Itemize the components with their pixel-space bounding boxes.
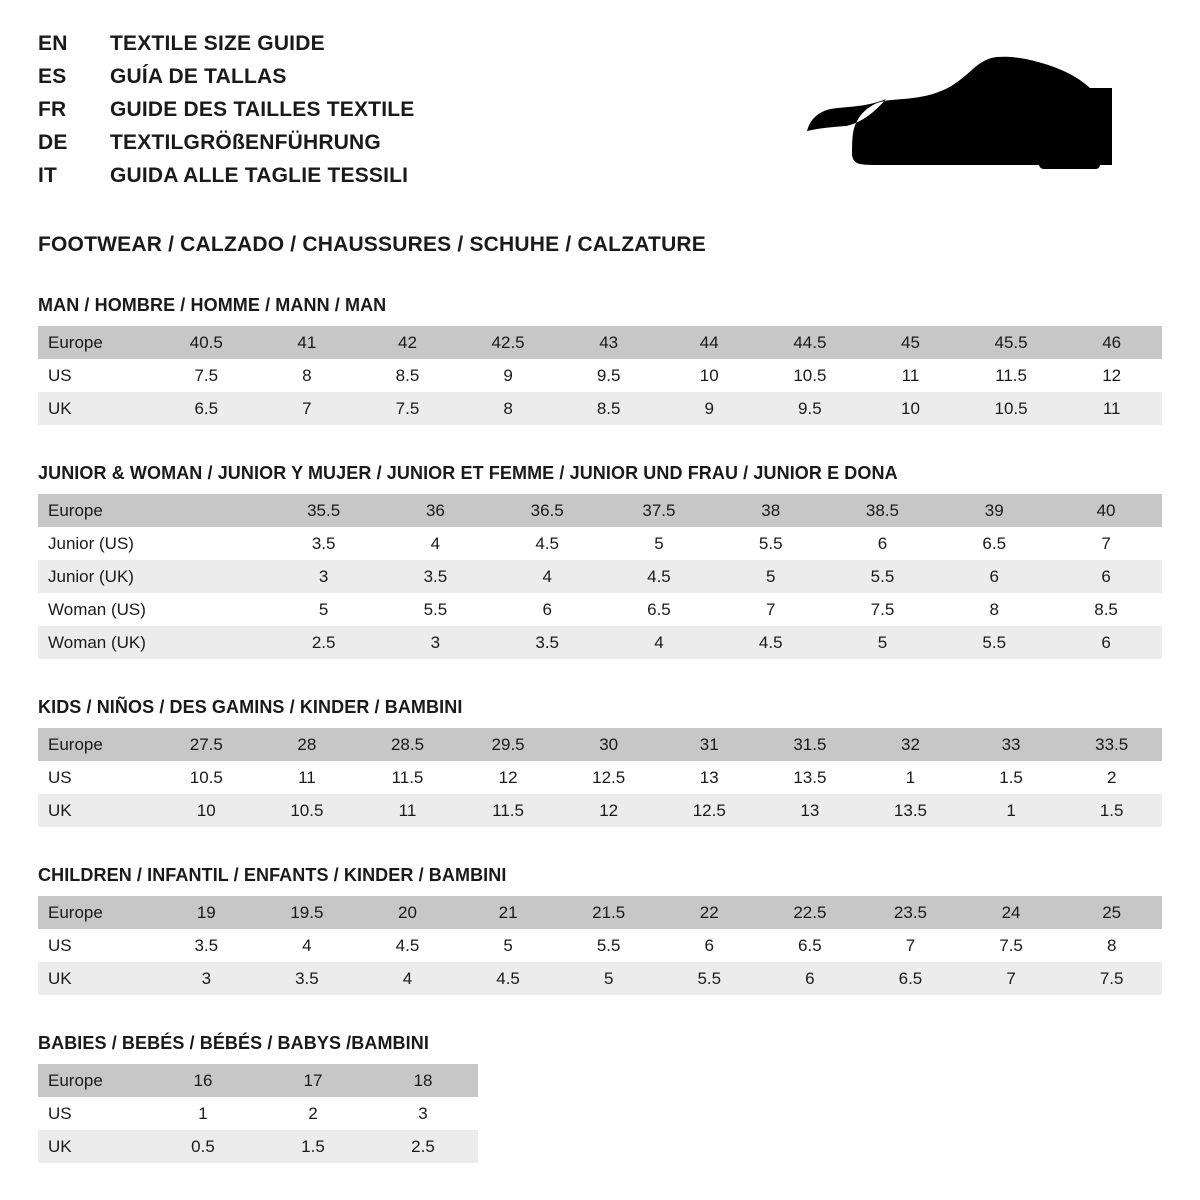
size-cell: 4.5 <box>715 626 827 659</box>
size-cell: 9 <box>659 392 760 425</box>
size-cell: 6 <box>760 962 861 995</box>
size-cell: 4.5 <box>357 929 458 962</box>
language-title: TEXTILE SIZE GUIDE <box>110 32 325 55</box>
size-cell: 3.5 <box>257 962 358 995</box>
language-row <box>38 65 414 98</box>
size-cell: 4 <box>257 929 358 962</box>
size-cell: 41 <box>257 326 358 359</box>
size-cell: 37.5 <box>603 494 715 527</box>
size-cell: 46 <box>1061 326 1162 359</box>
size-section <box>38 463 1162 659</box>
language-code: DE <box>38 131 68 154</box>
language-row <box>38 32 414 65</box>
size-cell <box>156 593 268 626</box>
language-code: EN <box>38 32 68 55</box>
size-cell: 22.5 <box>760 896 861 929</box>
size-cell: 8 <box>257 359 358 392</box>
row-label: Europe <box>38 896 156 929</box>
size-cell: 6 <box>827 527 939 560</box>
language-code: ES <box>38 65 67 88</box>
size-cell: 5 <box>827 626 939 659</box>
size-cell: 13.5 <box>760 761 861 794</box>
row-label: UK <box>38 962 156 995</box>
size-cell: 4.5 <box>603 560 715 593</box>
row-label: Junior (US) <box>38 527 156 560</box>
size-cell: 6 <box>1050 626 1162 659</box>
page-header <box>38 32 1162 197</box>
size-cell: 5 <box>715 560 827 593</box>
category-title: FOOTWEAR / CALZADO / CHAUSSURES / SCHUHE / CALZATURE <box>38 233 707 256</box>
size-cell: 21 <box>458 896 559 929</box>
table-row <box>38 929 1162 962</box>
size-cell: 11 <box>357 794 458 827</box>
size-cell: 2 <box>1061 761 1162 794</box>
size-cell: 31 <box>659 728 760 761</box>
table-row <box>38 392 1162 425</box>
size-cell: 5.5 <box>938 626 1050 659</box>
size-cell: 1 <box>961 794 1062 827</box>
size-cell: 35.5 <box>268 494 380 527</box>
size-cell: 6.5 <box>760 929 861 962</box>
size-cell: 6.5 <box>860 962 961 995</box>
size-cell: 4.5 <box>491 527 603 560</box>
table-row <box>38 593 1162 626</box>
size-cell: 10.5 <box>760 359 861 392</box>
size-cell <box>156 494 268 527</box>
size-cell: 30 <box>558 728 659 761</box>
size-cell: 21.5 <box>558 896 659 929</box>
size-cell: 43 <box>558 326 659 359</box>
row-label: Europe <box>38 326 156 359</box>
size-cell: 1.5 <box>961 761 1062 794</box>
size-cell <box>156 527 268 560</box>
section-title: JUNIOR & WOMAN / JUNIOR Y MUJER / JUNIOR ET FEMME / JUNIOR UND FRAU / JUNIOR E DONA <box>38 463 898 483</box>
size-cell: 11.5 <box>458 794 559 827</box>
size-cell: 1 <box>148 1097 258 1130</box>
size-cell: 3 <box>380 626 492 659</box>
size-cell: 7.5 <box>961 929 1062 962</box>
table-row <box>38 1130 478 1163</box>
size-cell: 5.5 <box>715 527 827 560</box>
size-section <box>38 1033 1162 1163</box>
size-cell: 32 <box>860 728 961 761</box>
row-label: US <box>38 1097 148 1130</box>
size-cell: 2 <box>258 1097 368 1130</box>
size-cell: 28.5 <box>357 728 458 761</box>
language-title: GUÍA DE TALLAS <box>110 65 287 88</box>
row-label: Woman (UK) <box>38 626 156 659</box>
size-sections <box>38 295 1162 1163</box>
size-cell: 12 <box>1061 359 1162 392</box>
language-title: TEXTILGRÖßENFÜHRUNG <box>110 131 381 154</box>
size-cell: 9.5 <box>760 392 861 425</box>
size-cell: 19.5 <box>257 896 358 929</box>
size-cell: 5 <box>268 593 380 626</box>
size-cell: 27.5 <box>156 728 257 761</box>
size-cell: 6 <box>491 593 603 626</box>
size-cell: 42 <box>357 326 458 359</box>
size-cell: 11.5 <box>357 761 458 794</box>
size-cell: 11 <box>257 761 358 794</box>
size-cell: 8.5 <box>1050 593 1162 626</box>
size-cell: 7.5 <box>357 392 458 425</box>
size-cell: 1 <box>860 761 961 794</box>
size-cell: 23.5 <box>860 896 961 929</box>
table-row <box>38 359 1162 392</box>
row-label: UK <box>38 392 156 425</box>
size-cell: 36.5 <box>491 494 603 527</box>
size-cell: 4 <box>357 962 458 995</box>
table-row <box>38 527 1162 560</box>
size-cell: 20 <box>357 896 458 929</box>
size-cell: 5.5 <box>659 962 760 995</box>
language-title: GUIDA ALLE TAGLIE TESSILI <box>110 164 409 187</box>
size-cell: 12.5 <box>659 794 760 827</box>
size-cell: 10 <box>659 359 760 392</box>
size-cell: 33 <box>961 728 1062 761</box>
size-cell: 6 <box>938 560 1050 593</box>
size-cell: 10.5 <box>961 392 1062 425</box>
section-title: CHILDREN / INFANTIL / ENFANTS / KINDER / BAMBINI <box>38 865 507 885</box>
size-cell: 13.5 <box>860 794 961 827</box>
size-cell: 8.5 <box>357 359 458 392</box>
size-cell: 3 <box>156 962 257 995</box>
size-cell: 12 <box>458 761 559 794</box>
size-cell: 40 <box>1050 494 1162 527</box>
size-cell: 7.5 <box>1061 962 1162 995</box>
size-cell: 4.5 <box>458 962 559 995</box>
size-cell: 42.5 <box>458 326 559 359</box>
size-table <box>38 326 1162 425</box>
size-cell: 4 <box>380 527 492 560</box>
size-cell <box>156 626 268 659</box>
table-row <box>38 626 1162 659</box>
language-title: GUIDE DES TAILLES TEXTILE <box>110 98 415 121</box>
language-row <box>38 131 414 164</box>
row-label: Junior (UK) <box>38 560 156 593</box>
size-cell: 12 <box>558 794 659 827</box>
table-row <box>38 794 1162 827</box>
size-cell: 3 <box>368 1097 478 1130</box>
size-cell: 5.5 <box>558 929 659 962</box>
table-row <box>38 761 1162 794</box>
size-table <box>38 1064 478 1163</box>
size-cell: 3.5 <box>491 626 603 659</box>
size-cell: 7 <box>1050 527 1162 560</box>
size-cell: 5.5 <box>827 560 939 593</box>
size-cell: 8 <box>458 392 559 425</box>
table-row <box>38 728 1162 761</box>
table-row <box>38 326 1162 359</box>
size-cell: 7 <box>860 929 961 962</box>
size-table <box>38 494 1162 659</box>
size-cell: 38 <box>715 494 827 527</box>
language-code: IT <box>38 164 58 187</box>
table-row <box>38 1097 478 1130</box>
size-section <box>38 865 1162 995</box>
size-cell: 24 <box>961 896 1062 929</box>
language-code: FR <box>38 98 67 121</box>
size-table <box>38 896 1162 995</box>
size-cell: 6.5 <box>156 392 257 425</box>
size-cell: 9 <box>458 359 559 392</box>
size-cell: 3.5 <box>156 929 257 962</box>
size-cell: 19 <box>156 896 257 929</box>
language-row <box>38 164 414 197</box>
size-cell: 11 <box>860 359 961 392</box>
table-row <box>38 560 1162 593</box>
size-cell: 45 <box>860 326 961 359</box>
size-cell: 38.5 <box>827 494 939 527</box>
size-cell: 31.5 <box>760 728 861 761</box>
size-cell: 1.5 <box>1061 794 1162 827</box>
size-cell: 7 <box>715 593 827 626</box>
size-cell: 8 <box>1061 929 1162 962</box>
size-cell: 2.5 <box>368 1130 478 1163</box>
size-cell: 12.5 <box>558 761 659 794</box>
size-cell: 11 <box>1061 392 1162 425</box>
size-cell: 0.5 <box>148 1130 258 1163</box>
size-cell: 33.5 <box>1061 728 1162 761</box>
size-cell: 29.5 <box>458 728 559 761</box>
section-title: BABIES / BEBÉS / BÉBÉS / BABYS /BAMBINI <box>38 1033 429 1053</box>
size-cell: 16 <box>148 1064 258 1097</box>
size-cell: 5.5 <box>380 593 492 626</box>
size-cell: 6 <box>1050 560 1162 593</box>
size-cell: 7.5 <box>827 593 939 626</box>
size-cell: 2.5 <box>268 626 380 659</box>
size-cell: 6.5 <box>603 593 715 626</box>
size-cell <box>156 560 268 593</box>
table-row <box>38 494 1162 527</box>
size-section <box>38 697 1162 827</box>
row-label: UK <box>38 794 156 827</box>
section-title: KIDS / NIÑOS / DES GAMINS / KINDER / BAMBINI <box>38 697 463 717</box>
size-cell: 39 <box>938 494 1050 527</box>
size-cell: 44.5 <box>760 326 861 359</box>
size-cell: 3.5 <box>268 527 380 560</box>
language-list <box>38 32 414 197</box>
size-cell: 5 <box>458 929 559 962</box>
row-label: Europe <box>38 728 156 761</box>
language-row <box>38 98 414 131</box>
table-row <box>38 962 1162 995</box>
size-cell: 10.5 <box>156 761 257 794</box>
size-cell: 45.5 <box>961 326 1062 359</box>
size-cell: 9.5 <box>558 359 659 392</box>
size-cell: 5 <box>603 527 715 560</box>
size-cell: 7.5 <box>156 359 257 392</box>
row-label: Woman (US) <box>38 593 156 626</box>
row-label: US <box>38 761 156 794</box>
size-cell: 10 <box>860 392 961 425</box>
table-row <box>38 1064 478 1097</box>
size-cell: 8 <box>938 593 1050 626</box>
row-label: US <box>38 929 156 962</box>
size-cell: 6 <box>659 929 760 962</box>
row-label: Europe <box>38 494 156 527</box>
size-cell: 28 <box>257 728 358 761</box>
size-cell: 7 <box>257 392 358 425</box>
size-section <box>38 295 1162 425</box>
row-label: UK <box>38 1130 148 1163</box>
size-cell: 22 <box>659 896 760 929</box>
size-cell: 8.5 <box>558 392 659 425</box>
row-label: Europe <box>38 1064 148 1097</box>
size-cell: 7 <box>961 962 1062 995</box>
size-cell: 3 <box>268 560 380 593</box>
size-cell: 40.5 <box>156 326 257 359</box>
size-cell: 10 <box>156 794 257 827</box>
row-label: US <box>38 359 156 392</box>
size-cell: 10.5 <box>257 794 358 827</box>
size-cell: 17 <box>258 1064 368 1097</box>
size-cell: 36 <box>380 494 492 527</box>
dress-shoe-icon <box>772 54 1132 184</box>
size-cell: 4 <box>491 560 603 593</box>
size-cell: 25 <box>1061 896 1162 929</box>
size-cell: 1.5 <box>258 1130 368 1163</box>
size-table <box>38 728 1162 827</box>
size-cell: 6.5 <box>938 527 1050 560</box>
size-cell: 13 <box>760 794 861 827</box>
size-cell: 11.5 <box>961 359 1062 392</box>
size-cell: 44 <box>659 326 760 359</box>
table-row <box>38 896 1162 929</box>
size-cell: 4 <box>603 626 715 659</box>
section-title: MAN / HOMBRE / HOMME / MANN / MAN <box>38 295 387 315</box>
size-cell: 5 <box>558 962 659 995</box>
size-cell: 13 <box>659 761 760 794</box>
size-cell: 18 <box>368 1064 478 1097</box>
size-cell: 3.5 <box>380 560 492 593</box>
